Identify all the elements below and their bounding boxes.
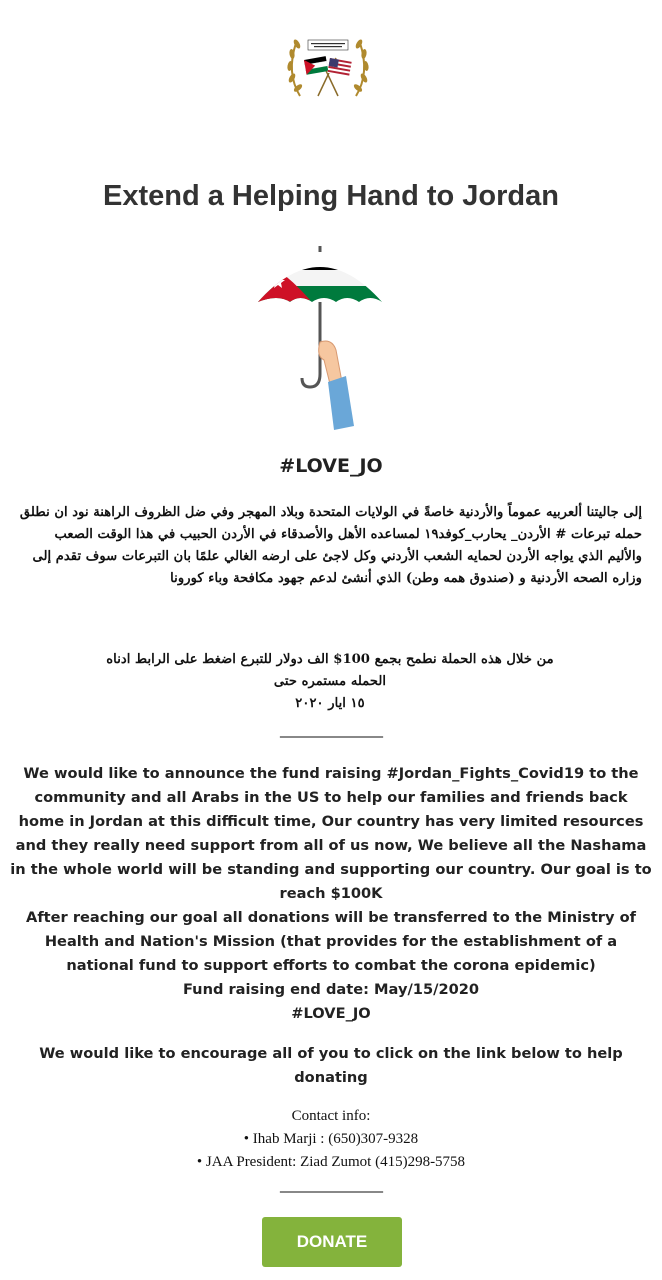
arabic-date-line: ١٥ ايار ٢٠٢٠ bbox=[295, 696, 365, 711]
jordan-american-association-logo-icon bbox=[278, 18, 378, 118]
divider: _________________ bbox=[280, 1177, 382, 1193]
announcement-text: We would like to announce the fund raising #Jordan_Fights_Covid19 to the community and all Arabs in the US to help our families and friends back home in Jordan at this difficult time, Our country has very limited resources and they really need support from all of us now, We believe all the Nashama in the whole world will be standing and supporting our country. Our goal is to reach $100K bbox=[10, 765, 652, 902]
encourage-text: We would like to encourage all of you to click on the link below to help donating bbox=[39, 1045, 623, 1086]
arabic-goal-line: من خلال هذه الحملة نطمح بجمع 100$ الف دولار للتبرع اضغط على الرابط ادناه bbox=[106, 652, 554, 667]
jordan-flag-umbrella-icon bbox=[250, 242, 390, 432]
page-title: Extend a Helping Hand to Jordan bbox=[103, 180, 559, 212]
hashtag-heading: #LOVE_JO bbox=[279, 455, 383, 477]
contact-line-1: • Ihab Marji : (650)307-9328 bbox=[243, 1131, 419, 1147]
contact-line-2: • JAA President: Ziad Zumot (415)298-5758 bbox=[196, 1154, 466, 1170]
end-date-text: Fund raising end date: May/15/2020 bbox=[182, 981, 480, 998]
divider: _________________ bbox=[280, 722, 382, 738]
english-announcement bbox=[10, 762, 652, 1026]
contact-info bbox=[0, 1105, 662, 1174]
arabic-campaign-line: الحمله مستمره حتى bbox=[273, 674, 387, 689]
arabic-goal-block bbox=[30, 649, 630, 715]
transfer-text: After reaching our goal all donations will be transferred to the Ministry of Health and Nation's Mission (that provides for the establishment of a national fund to support efforts to combat the corona epidemic) bbox=[26, 909, 636, 974]
arabic-announcement: إلى جاليتنا ألعربيه عموماً والأردنية خاصةً في الولايات المتحدة وبلاد المهجر وفي ضل الظروف الراهنة نود ان نطلق حمله تبرعات # الأردن_ يحارب_كوفد١٩ لمساعده الأهل والأصدقاء في الأردن الحبيب في هذا الوقت الصعب والأليم الذي يواجه الأردن لحمايه الشعب الأردني وكل لاجئ على ارضه الغالي علمًا بان التبرعات سوف تقدم إلى وزاره الصحه الأردنية و (صندوق همه وطن) الذي أنشئ لدعم جهود مكافحة وباء كورونا bbox=[19, 505, 642, 586]
english-hashtag: #LOVE_JO bbox=[291, 1005, 371, 1022]
donate-button[interactable]: DONATE bbox=[262, 1217, 402, 1267]
contact-heading: Contact info: bbox=[291, 1108, 371, 1124]
